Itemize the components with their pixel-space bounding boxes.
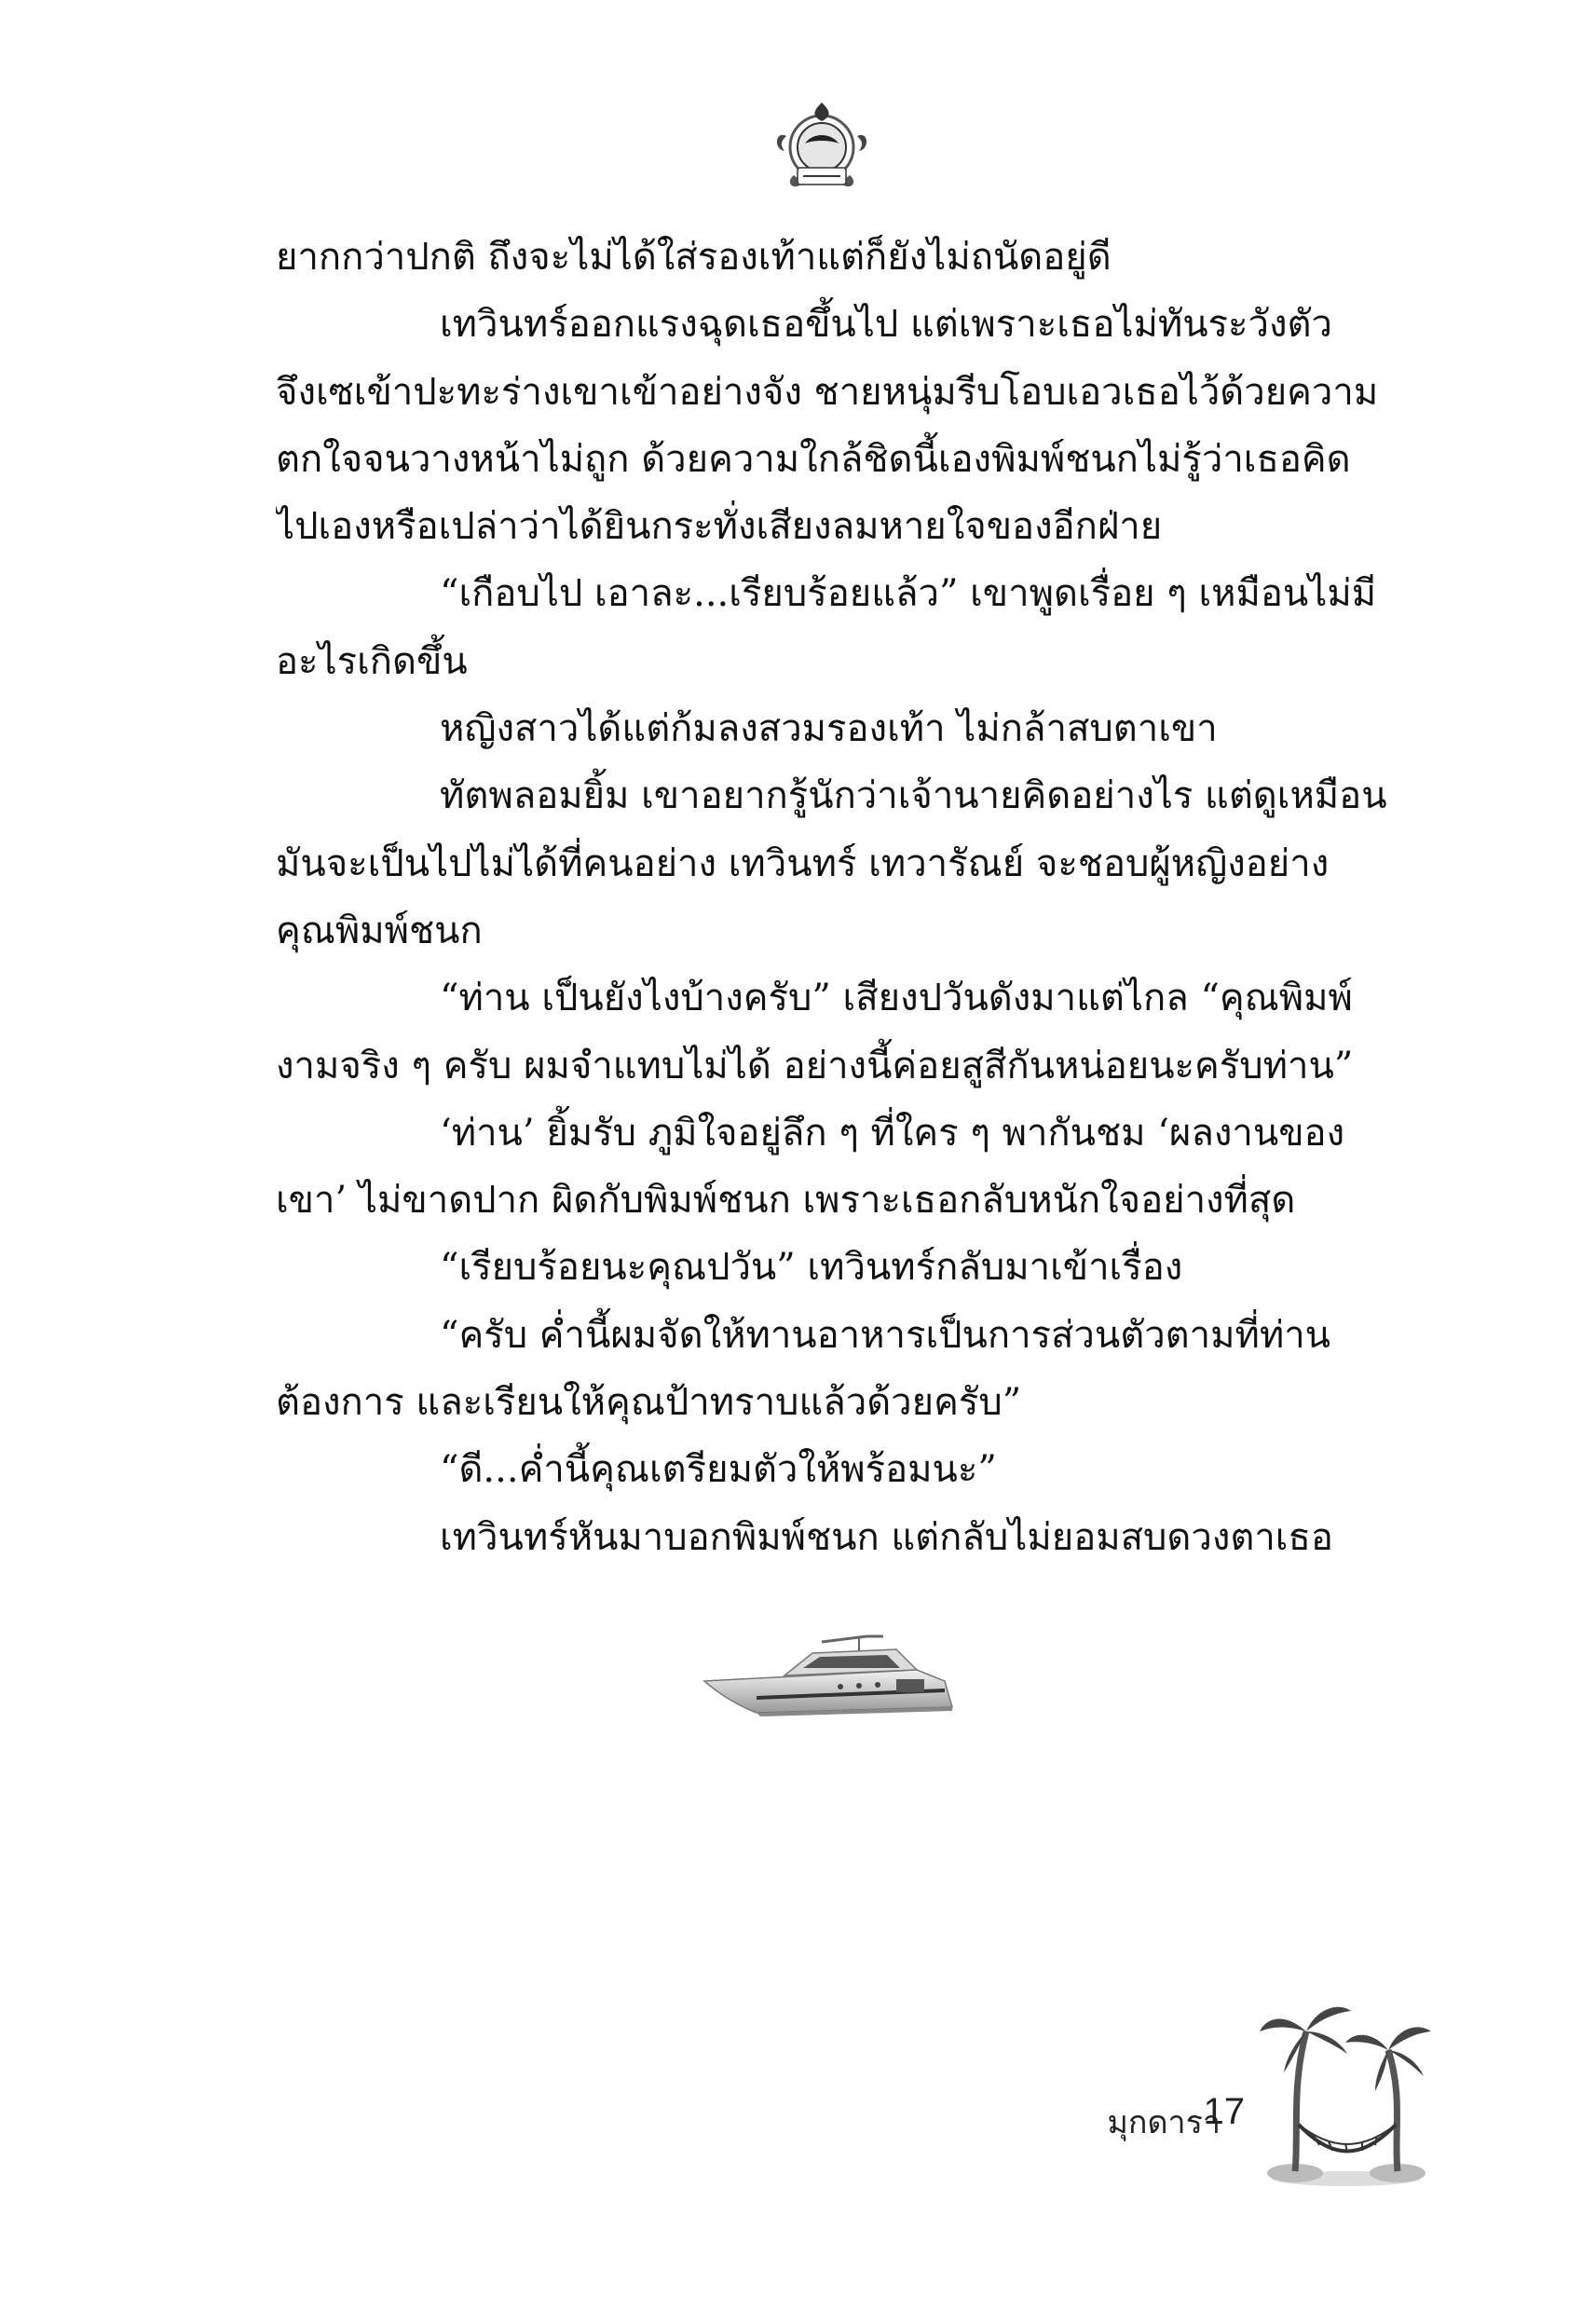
text-line: ต้องการ และเรียนให้คุณป้าทราบแล้วด้วยครับ” bbox=[276, 1381, 1022, 1425]
text-line: จึงเซเข้าปะทะร่างเขาเข้าอย่างจัง ชายหนุ่มรีบโอบเอวเธอไว้ด้วยความ bbox=[276, 370, 1379, 414]
text-line: “เรียบร้อยนะคุณปวัน” เทวินทร์กลับมาเข้าเรื่อง bbox=[440, 1246, 1183, 1290]
text-line: งามจริง ๆ ครับ ผมจำแทบไม่ได้ อย่างนี้ค่อยสูสีกันหน่อยนะครับท่าน” bbox=[276, 1044, 1354, 1087]
text-line: อะไรเกิดขึ้น bbox=[276, 639, 468, 683]
text-line: “ท่าน เป็นยังไงบ้างครับ” เสียงปวันดังมาแต่ไกล “คุณพิมพ์ bbox=[440, 977, 1353, 1020]
text-line: หญิงสาวได้แต่ก้มลงสวมรองเท้า ไม่กล้าสบตาเขา bbox=[440, 707, 1218, 751]
text-line: ‘ท่าน’ ยิ้มรับ ภูมิใจอยู่ลึก ๆ ที่ใคร ๆ พากันชม ‘ผลงานของ bbox=[440, 1111, 1345, 1155]
text-line: ตกใจจนวางหน้าไม่ถูก ด้วยความใกล้ชิดนี้เองพิมพ์ชนกไม่รู้ว่าเธอคิด bbox=[276, 437, 1351, 481]
text-line: ยากกว่าปกติ ถึงจะไม่ได้ใส่รองเท้าแต่ก็ยังไม่ถนัดอยู่ดี bbox=[276, 236, 1112, 279]
text-line: เทวินทร์หันมาบอกพิมพ์ชนก แต่กลับไม่ยอมสบดวงตาเธอ bbox=[440, 1515, 1333, 1559]
text-line: “เกือบไป เอาละ...เรียบร้อยแล้ว” เขาพูดเรื่อย ๆ เหมือนไม่มี bbox=[440, 572, 1377, 616]
text-line: “ครับ ค่ำนี้ผมจัดให้ทานอาหารเป็นการส่วนตัวตามที่ท่าน bbox=[440, 1313, 1331, 1357]
text-line: คุณพิมพ์ชนก bbox=[276, 909, 483, 952]
text-line: มันจะเป็นไปไม่ได้ที่คนอย่าง เทวินทร์ เทวารัณย์ จะชอบผู้หญิงอย่าง bbox=[276, 841, 1330, 885]
chapter-body-text bbox=[276, 224, 1414, 1571]
palm-tree-hammock-icon bbox=[1258, 1994, 1435, 2190]
book-title: มุกดารา bbox=[1107, 2104, 1221, 2141]
text-line: “ดี...ค่ำนี้คุณเตรียมตัวให้พร้อมนะ” bbox=[440, 1448, 997, 1492]
yacht-icon bbox=[701, 1621, 980, 1733]
text-line: ทัตพลอมยิ้ม เขาอยากรู้นักว่าเจ้านายคิดอย่างไร แต่ดูเหมือน bbox=[440, 774, 1387, 818]
text-line: เขา’ ไม่ขาดปาก ผิดกับพิมพ์ชนก เพราะเธอกลับหนักใจอย่างที่สุด bbox=[276, 1179, 1296, 1223]
text-line: เทวินทร์ออกแรงฉุดเธอขึ้นไป แต่เพราะเธอไม่ทันระวังตัว bbox=[440, 303, 1332, 347]
page-number: 17 bbox=[1203, 2091, 1245, 2132]
text-line: ไปเองหรือเปล่าว่าได้ยินกระทั่งเสียงลมหายใจของอีกฝ่าย bbox=[276, 505, 1163, 549]
ornamental-emblem-icon bbox=[766, 89, 878, 201]
